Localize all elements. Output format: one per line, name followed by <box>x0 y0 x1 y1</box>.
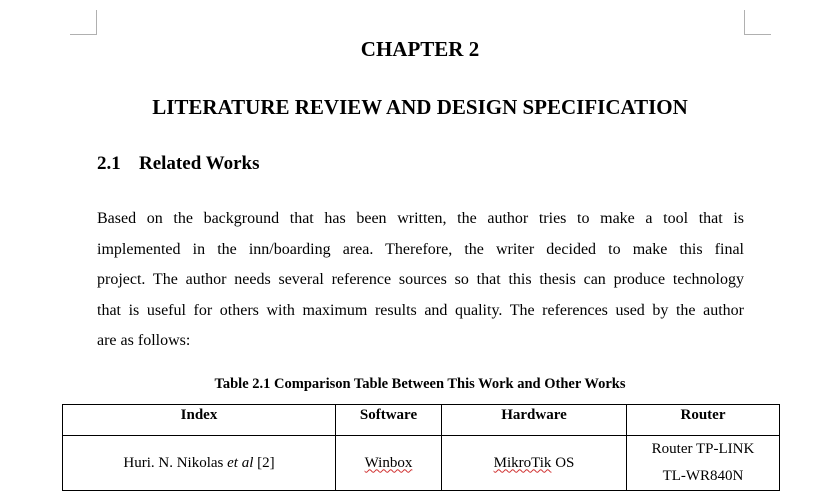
cell-index-ref: [2] <box>253 454 275 471</box>
comparison-table[interactable] <box>62 404 780 491</box>
cell-router[interactable] <box>627 436 780 491</box>
paragraph-line: that is useful for others with maximum results and quality. The references used by the author <box>97 301 744 319</box>
page-corner-mark-top-left <box>70 10 97 35</box>
cell-software-text: Winbox <box>364 454 413 471</box>
section-heading <box>97 153 260 175</box>
page-corner-mark-top-right <box>744 10 771 35</box>
paragraph-line: Based on the background that has been written, the author tries to make a tool that is <box>97 210 744 227</box>
paragraph-line: project. The author needs several reference sources so that this thesis can produce technology <box>97 271 744 288</box>
cell-hardware-brand: MikroTik <box>493 454 552 471</box>
section-number: 2.1 <box>97 153 121 174</box>
paragraph-line: implemented in the inn/boarding area. Therefore, the writer decided to make this final <box>97 240 744 258</box>
cell-router-line1: Router TP-LINK <box>651 441 755 457</box>
cell-hardware[interactable] <box>442 436 627 491</box>
cell-index-etal: et al <box>227 454 254 471</box>
cell-software[interactable] <box>336 436 442 491</box>
section-title: Related Works <box>139 153 260 174</box>
cell-router-line2: TL-WR840N <box>662 468 744 484</box>
cell-index[interactable] <box>63 436 336 491</box>
chapter-title: LITERATURE REVIEW AND DESIGN SPECIFICATION <box>152 95 688 119</box>
table-caption: Table 2.1 Comparison Table Between This Work and Other Works <box>214 376 626 392</box>
chapter-heading: CHAPTER 2 <box>360 37 480 61</box>
cell-index-author: Huri. N. Nikolas <box>123 454 228 471</box>
body-paragraph[interactable] <box>97 204 744 357</box>
header-software: Software <box>336 405 442 436</box>
paragraph-line: are as follows: <box>97 332 191 349</box>
header-index: Index <box>63 405 336 436</box>
cell-hardware-os: OS <box>551 454 575 471</box>
header-hardware: Hardware <box>442 405 627 436</box>
table-row <box>63 436 780 491</box>
header-router: Router <box>627 405 780 436</box>
table-header-row <box>63 405 780 436</box>
